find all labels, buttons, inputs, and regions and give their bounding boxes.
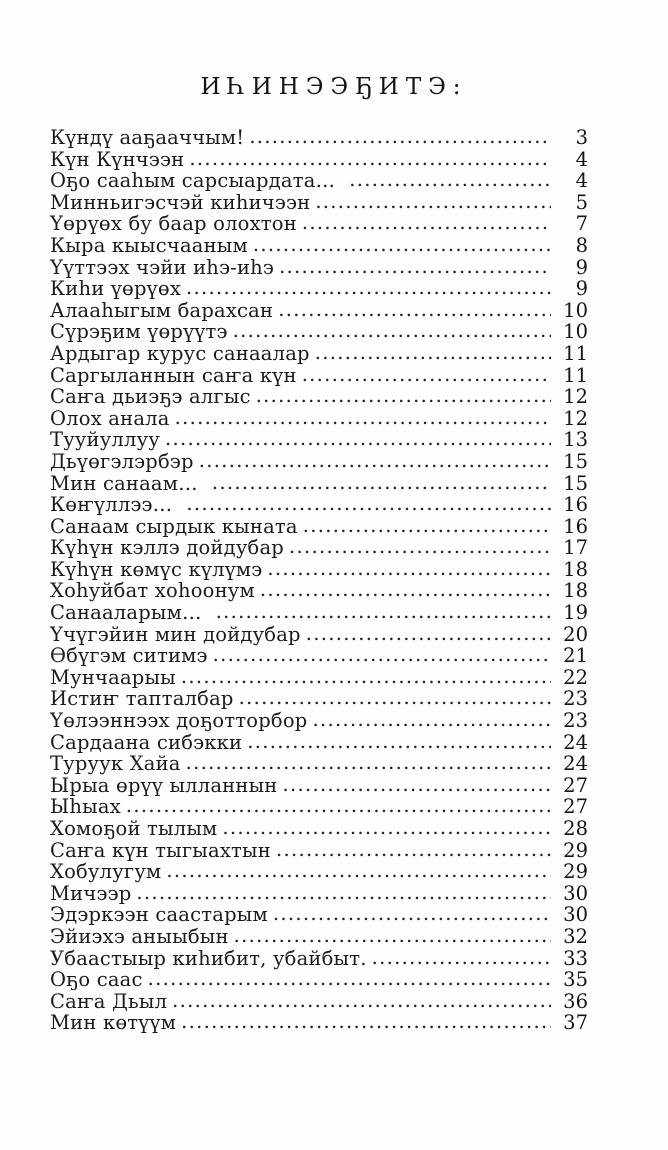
toc-entry [50,516,588,538]
toc-entry-title: Күн Күнчээн [50,147,185,171]
dot-leader [234,925,551,947]
toc-entry-title: Дьүөгэлэрбэр [50,449,194,473]
toc-entry-page: 37 [563,1011,588,1035]
toc-entry-title: Истиҥ тапталбар [50,687,234,711]
toc-entry [50,796,588,818]
dot-leader [267,558,551,580]
toc-entry-page: 9 [575,277,588,301]
toc-entry-title: Үүттээх чэйи иһэ-иһэ [50,255,275,279]
toc-entry-title: Алааһыгым барахсан [50,298,274,322]
toc-entry-title: Ыһыах [50,795,121,819]
dot-leader [256,385,551,407]
toc-entry-title: Эйиэхэ аныыбын [50,924,229,948]
toc-entry [50,818,588,840]
toc-entry [50,580,588,602]
toc-entry-title: Мин көтүүм [50,1011,177,1035]
toc-entry-page: 18 [563,557,588,581]
toc-entry [50,688,588,710]
toc-entry-title: Эдэркээн саастарым [50,903,268,927]
dot-leader [315,342,551,364]
dot-leader [172,990,551,1012]
toc-entry-page: 28 [563,817,588,840]
toc-entry-page: 13 [563,428,588,452]
toc-entry-page: 19 [563,601,588,625]
toc-entry [50,257,588,279]
toc-entry-page: 17 [563,536,588,560]
dot-leader [278,299,551,321]
toc-entry-title: Мин санаам… [50,471,198,495]
toc-entry-page: 29 [563,838,588,862]
toc-entry-page: 4 [575,169,588,193]
dot-leader [166,860,551,882]
toc-entry-page: 29 [563,860,588,884]
toc-entry-page: 11 [563,341,588,365]
toc-entry-title: Саҥа дьиэҕэ алгыс [50,385,251,409]
toc-entry-page: 11 [563,363,588,387]
toc-entry-title: Кыра кыысчааным [50,233,248,257]
toc-entry-title: Убаастыыр киһибит, убайбыт. [50,946,367,970]
dot-leader [199,450,551,472]
toc-entry-title: Хоһуйбат хоһоонум [50,579,255,603]
dot-leader [136,882,551,904]
dot-leader [349,169,551,191]
toc-entry [50,473,588,495]
toc-entry [50,278,588,300]
toc-entry-page: 27 [563,795,588,819]
dot-leader [181,666,551,688]
toc-entry [50,365,588,387]
toc-entry-title: Сүрэҕим үөрүүтэ [50,320,228,344]
dot-leader [181,1011,551,1033]
toc-entry [50,667,588,689]
toc-entry-page: 16 [563,493,588,517]
toc-entry-page: 21 [563,644,588,668]
toc-entry-page: 23 [563,687,588,711]
dot-leader [276,839,551,861]
dot-leader [306,623,551,645]
toc-entry [50,775,588,797]
toc-entry-page: 12 [563,406,588,430]
toc-entry [50,840,588,862]
toc-entry [50,732,588,754]
toc-entry-page: 20 [563,622,588,646]
dot-leader [212,472,551,494]
toc-entry-title: Хомоҕой тылым [50,817,218,840]
toc-entry-title: Күһүн көмүс күлүмэ [50,557,263,581]
dot-leader [302,364,551,386]
toc-entry-page: 3 [575,126,588,149]
dot-leader [213,644,551,666]
dot-leader [175,407,551,429]
toc-entry-page: 32 [563,924,588,948]
toc-entry-title: Тууйуллуу [50,428,160,452]
dot-leader [313,709,552,731]
toc-entry-title: Хобулугум [50,860,162,884]
toc-entry-page: 16 [563,514,588,538]
dot-leader [273,903,551,925]
toc-entry-title: Саҥа Дьыл [50,989,168,1013]
toc-entry [50,1012,588,1034]
dot-leader [303,515,551,537]
toc-entry-title: Минньигэсчэй киһичээн [50,190,311,214]
toc-entry-page: 5 [575,190,588,214]
toc-entry-page: 35 [563,968,588,992]
toc-entry-title: Күндү ааҕааччым! [50,126,245,149]
toc-list [50,127,588,1034]
toc-entry-title: Үчүгэйин мин дойдубар [50,622,301,646]
toc-entry-page: 8 [575,233,588,257]
dot-leader [279,256,551,278]
toc-entry [50,926,588,948]
toc-entry-page: 33 [563,946,588,970]
dot-leader [260,579,551,601]
toc-entry [50,861,588,883]
toc-entry-page: 4 [575,147,588,171]
toc-entry-page: 24 [563,752,588,776]
toc-entry [50,753,588,775]
dot-leader [253,234,551,256]
toc-entry [50,948,588,970]
dot-leader [186,493,551,515]
toc-entry-title: Ырыа өрүү ылланнын [50,773,278,797]
toc-entry-page: 9 [575,255,588,279]
toc-entry [50,300,588,322]
toc-entry-page: 23 [563,709,588,733]
toc-entry [50,429,588,451]
toc-entry [50,645,588,667]
toc-entry-title: Олох анала [50,406,170,430]
toc-entry-title: Мичээр [50,881,132,905]
toc-entry-page: 15 [563,471,588,495]
toc-entry [50,213,588,235]
dot-leader [126,795,551,817]
dot-leader [247,731,551,753]
toc-entry [50,343,588,365]
toc-entry-page: 10 [563,298,588,322]
dot-leader [283,774,552,796]
toc-entry [50,386,588,408]
dot-leader [216,601,551,623]
dot-leader [249,126,551,148]
toc-entry-page: 30 [563,881,588,905]
toc-entry-title: Оҕо сааһым сарсыардата… [50,169,336,193]
toc-entry [50,883,588,905]
toc-entry-title: Санаам сырдык кыната [50,514,298,538]
toc-entry [50,969,588,991]
toc-entry-page: 30 [563,903,588,927]
dot-leader [239,687,551,709]
dot-leader [148,968,551,990]
toc-entry [50,192,588,214]
toc-entry-page: 12 [563,385,588,409]
toc-entry [50,494,588,516]
toc-entry-page: 18 [563,579,588,603]
dot-leader [233,320,551,342]
toc-entry [50,321,588,343]
dot-leader [222,817,551,839]
toc-entry-title: Көҥүллээ… [50,493,173,517]
dot-leader [186,277,551,299]
toc-entry-title: Үөлээннээх доҕотторбор [50,709,308,733]
toc-entry [50,408,588,430]
toc-entry [50,559,588,581]
dot-leader [186,752,551,774]
dot-leader [302,212,551,234]
toc-entry [50,904,588,926]
toc-entry-title: Киһи үөрүөх [50,277,182,301]
toc-entry [50,235,588,257]
toc-entry-title: Күһүн кэллэ дойдубар [50,536,284,560]
toc-entry [50,451,588,473]
dot-leader [315,191,551,213]
dot-leader [165,428,551,450]
toc-entry [50,170,588,192]
dot-leader [289,536,551,558]
toc-entry-page: 36 [563,989,588,1013]
dot-leader [189,148,551,170]
toc-entry-page: 27 [563,773,588,797]
toc-entry [50,149,588,171]
toc-entry-page: 24 [563,730,588,754]
toc-entry-title: Сардаана сибэкки [50,730,243,754]
toc-entry-page: 22 [563,665,588,689]
toc-entry-page: 7 [575,212,588,236]
toc-entry [50,710,588,732]
toc-entry [50,602,588,624]
toc-entry [50,991,588,1013]
toc-entry-title: Саргыланнын саҥа күн [50,363,297,387]
toc-entry-title: Оҕо саас [50,968,143,992]
toc-entry-title: Үөрүөх бу баар олохтон [50,212,297,236]
toc-entry-title: Туруук Хайа [50,752,181,776]
toc-entry-title: Санааларым… [50,601,202,625]
page-title: ИҺИНЭЭҔИТЭ: [200,74,468,100]
toc-entry [50,127,588,149]
toc-entry-title: Ардыгар курус санаалар [50,341,310,365]
toc-entry-page: 15 [563,449,588,473]
toc-entry [50,624,588,646]
toc-entry-title: Өбүгэм ситимэ [50,644,208,668]
toc-entry-title: Саҥа күн тыгыахтын [50,838,271,862]
toc-entry-page: 10 [563,320,588,344]
toc-entry [50,537,588,559]
dot-leader [372,947,551,969]
toc-entry-title: Мунчаарыы [50,665,176,689]
